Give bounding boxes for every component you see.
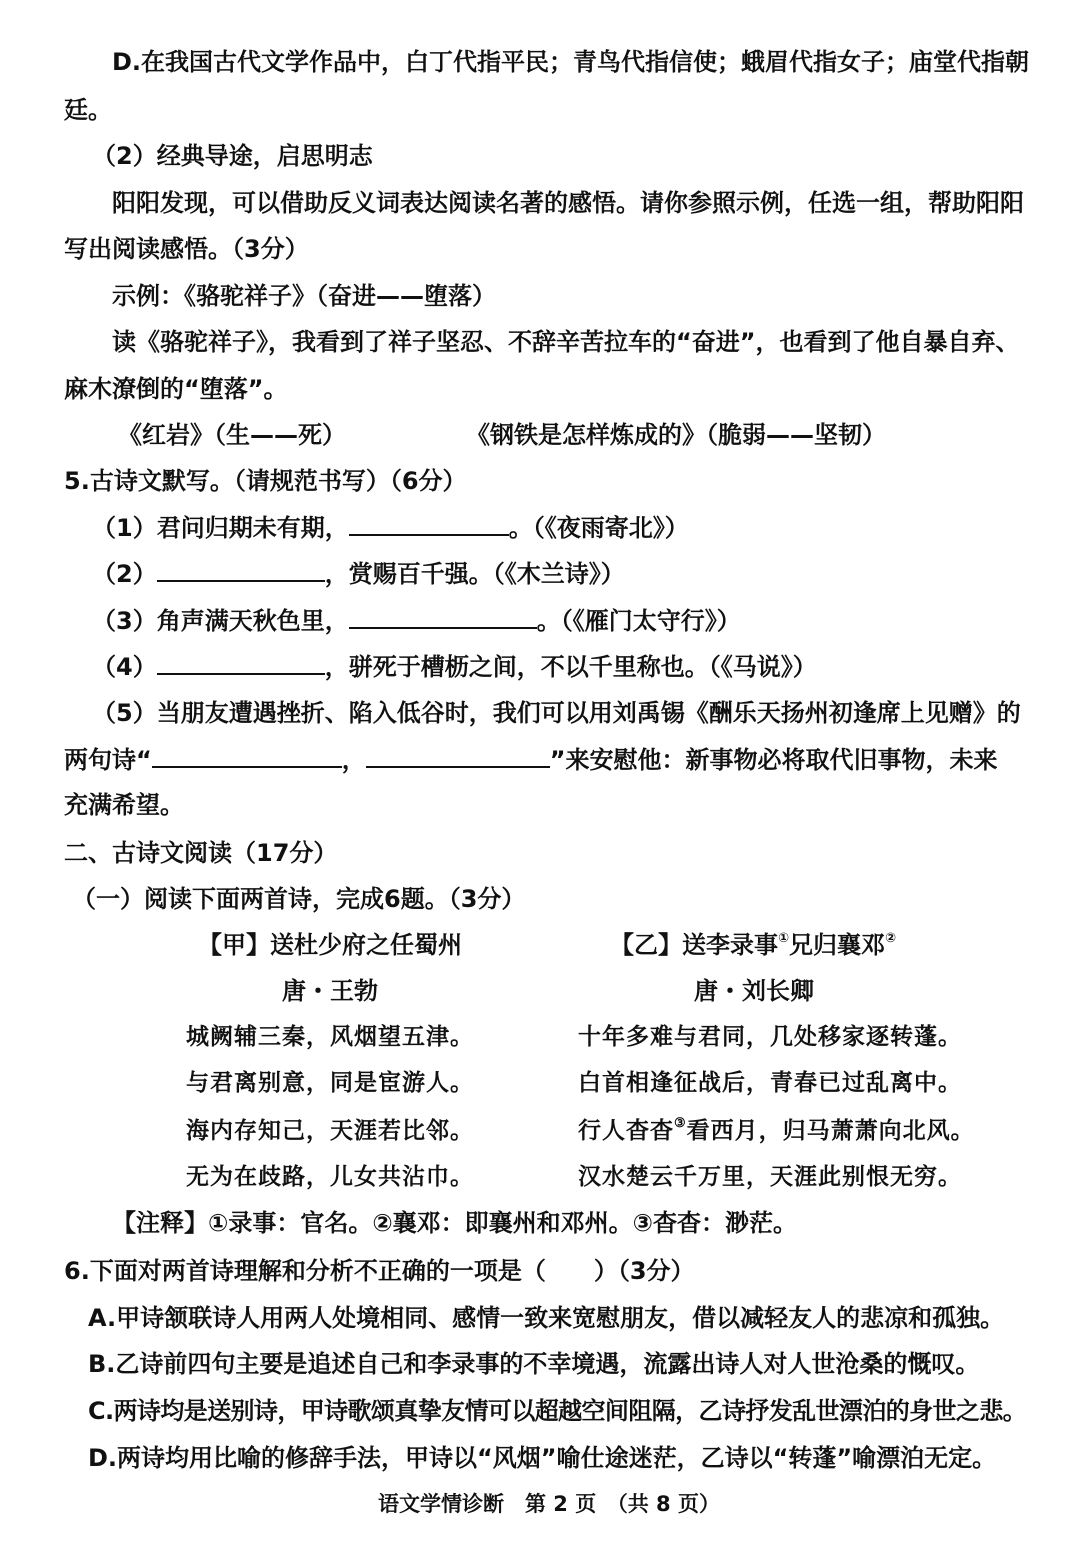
answer-blank-5b[interactable] (366, 744, 550, 768)
example-line1: 读《骆驼祥子》，我看到了祥子坚忍、不辞辛苦拉车的“奋进”，也看到了他自暴自弃、 (112, 328, 1020, 356)
q5-item2 (92, 558, 625, 589)
section2-heading: 二、古诗文阅读（17分） (64, 839, 338, 867)
option-d-line1: D.在我国古代文学作品中，白丁代指平民；青鸟代指信使；蛾眉代指女子；庙堂代指朝 (112, 48, 1030, 76)
item3-suffix: 。（《雁门太守行》） (536, 607, 741, 635)
poem-jia-line2: 与君离别意，同是宦游人。 (186, 1069, 474, 1096)
item2-prefix: （2） (92, 560, 157, 588)
item2-suffix: ，赏赐百千强。（《木兰诗》） (324, 560, 625, 588)
intro-line2: 写出阅读感悟。（3分） (64, 235, 309, 263)
choice-gangtie: 《钢铁是怎样炼成的》（脆弱——坚韧） (466, 421, 886, 449)
answer-blank-2[interactable] (157, 558, 325, 582)
poem-yi-line3-pre: 行人杳杳 (578, 1117, 674, 1144)
note-marker-2: ② (885, 931, 897, 946)
poem-yi-line3 (578, 1116, 975, 1146)
q6-stem: 6.下面对两首诗理解和分析不正确的一项是（ ）（3分） (64, 1257, 695, 1285)
poem-yi-line2: 白首相逢征战后，青春已过乱离中。 (578, 1069, 962, 1096)
poem-jia-line1: 城阙辅三秦，风烟望五津。 (186, 1023, 474, 1050)
q6-option-c[interactable]: C.两诗均是送别诗，甲诗歌颂真挚友情可以超越空间阻隔，乙诗抒发乱世漂泊的身世之悲。 (88, 1397, 1027, 1425)
item5-prefix: 两句诗“ (64, 746, 152, 774)
item1-suffix: 。（《夜雨寄北》） (508, 514, 689, 542)
poem-yi-line3-post: 看西月，归马萧萧向北风。 (686, 1117, 975, 1144)
item5-suffix: ”来安慰他：新事物必将取代旧事物，未来 (549, 746, 998, 774)
poem-yi-line1: 十年多难与君同，几处移家逐转蓬。 (578, 1023, 962, 1050)
note-marker-1: ① (778, 931, 790, 946)
answer-blank-1[interactable] (349, 512, 509, 536)
example-label: 示例：《骆驼祥子》（奋进——堕落） (112, 282, 496, 310)
item5-mid: ， (341, 746, 366, 774)
q5-item4 (92, 651, 817, 682)
answer-blank-3[interactable] (349, 605, 537, 629)
q5-item3 (92, 605, 741, 636)
poem-jia-author: 唐・王勃 (282, 977, 378, 1005)
poem-yi-author: 唐・刘长卿 (694, 977, 814, 1005)
page-footer: 语文学情诊断 第 2 页 （共 8 页） (378, 1492, 720, 1516)
item4-prefix: （4） (92, 653, 157, 681)
example-line2: 麻木潦倒的“堕落”。 (64, 375, 288, 403)
poem-yi-title (610, 930, 896, 960)
poem-yi-line4: 汉水楚云千万里，天涯此别恨无穷。 (578, 1163, 962, 1190)
poem-jia-title: 【甲】送杜少府之任蜀州 (198, 931, 462, 959)
note-marker-3: ③ (674, 1116, 687, 1132)
option-d-line2: 廷。 (64, 96, 112, 124)
q5-item5-line2 (64, 744, 998, 775)
intro-line1: 阳阳发现，可以借助反义词表达阅读名著的感悟。请你参照示例，任选一组，帮助阳阳 (112, 189, 1024, 217)
poem-yi-title-part2: 兄归襄邓 (789, 931, 886, 959)
section2-subheading: （一）阅读下面两首诗，完成6题。（3分） (72, 885, 526, 913)
q5-item5-line1: （5）当朋友遭遇挫折、陷入低谷时，我们可以用刘禹锡《酬乐天扬州初逢席上见赠》的 (92, 699, 1021, 727)
q5-heading: 5.古诗文默写。（请规范书写）（6分） (64, 467, 467, 495)
q6-option-a[interactable]: A.甲诗颔联诗人用两人处境相同、感情一致来宽慰朋友，借以减轻友人的悲凉和孤独。 (88, 1304, 1005, 1332)
q6-option-b[interactable]: B.乙诗前四句主要是追述自己和李录事的不幸境遇，流露出诗人对人世沧桑的慨叹。 (88, 1350, 980, 1378)
q6-option-d[interactable]: D.两诗均用比喻的修辞手法，甲诗以“风烟”喻仕途迷茫，乙诗以“转蓬”喻漂泊无定。 (88, 1444, 997, 1472)
poem-jia-line3: 海内存知己，天涯若比邻。 (186, 1117, 474, 1144)
item1-prefix: （1）君问归期未有期， (92, 514, 349, 542)
q5-item5-line3: 充满希望。 (64, 791, 184, 819)
answer-blank-4[interactable] (157, 651, 325, 675)
q5-item1 (92, 512, 689, 543)
answer-blank-5a[interactable] (152, 744, 342, 768)
item3-prefix: （3）角声满天秋色里， (92, 607, 349, 635)
annotation-notes: 【注释】①录事：官名。②襄邓：即襄州和邓州。③杳杳：渺茫。 (112, 1209, 797, 1237)
poem-yi-title-part1: 【乙】送李录事 (610, 931, 778, 959)
part2-heading: （2）经典导途，启思明志 (92, 142, 373, 170)
poem-jia-line4: 无为在歧路，儿女共沾巾。 (186, 1163, 474, 1190)
item4-suffix: ，骈死于槽枥之间，不以千里称也。（《马说》） (324, 653, 817, 681)
choice-hongyan: 《红岩》（生——死） (118, 421, 346, 449)
